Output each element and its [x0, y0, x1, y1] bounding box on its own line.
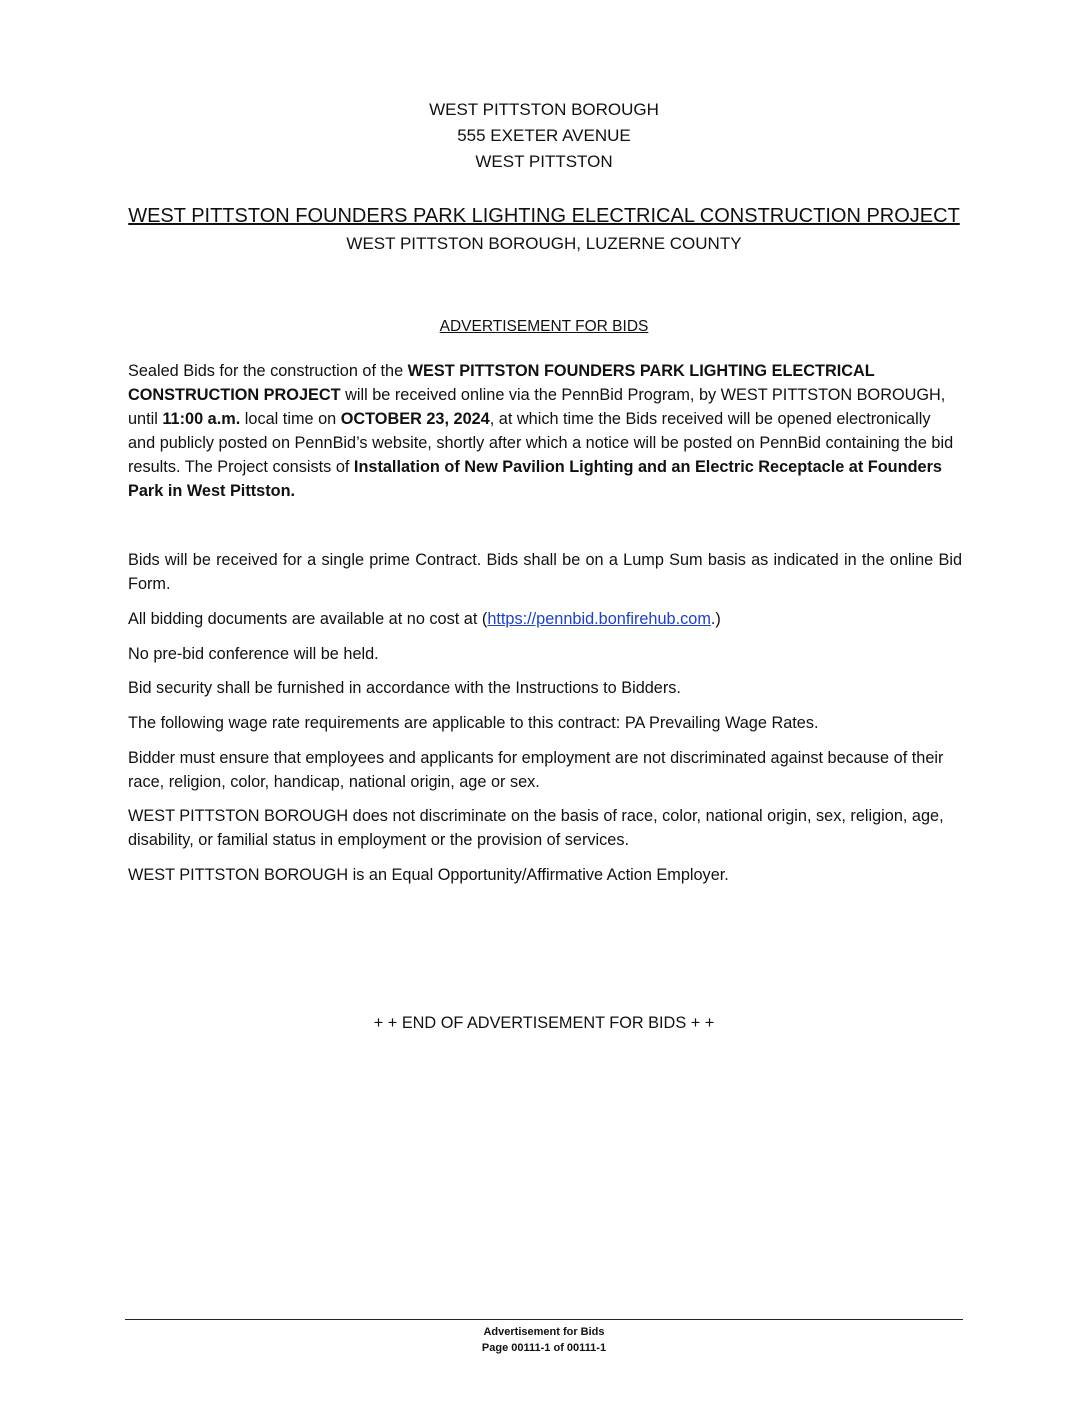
footer-page-number: Page 00111-1 of 00111-1 — [481, 1342, 607, 1354]
bid-security-paragraph: Bid security shall be furnished in accordance with the Instructions to Bidders. — [128, 679, 681, 697]
single-prime-paragraph: Bids will be received for a single prime Contract. Bids shall be on a Lump Sum basis as indicated in the online Bid Form. — [128, 551, 962, 593]
main-project-scope: Installation of New Pavilion Lighting and an Electric Receptacle at Founders Park in West Pittston. — [128, 458, 942, 500]
main-text-3: local time on — [240, 410, 341, 428]
footer-title: Advertisement for Bids — [483, 1326, 605, 1338]
letterhead — [0, 97, 1088, 175]
non-discrimination-paragraph: WEST PITTSTON BOROUGH does not discriminate on the basis of race, color, national origin, sex, religion, age, disability, or familial status in employment or the provision of services. — [128, 807, 944, 849]
end-of-advertisement: + + END OF ADVERTISEMENT FOR BIDS + + — [373, 1014, 715, 1032]
organization-name: WEST PITTSTON BOROUGH — [429, 100, 659, 119]
bidder-ensure-paragraph: Bidder must ensure that employees and applicants for employment are not discriminated against because of their race, religion, color, handicap, national origin, age or sex. — [128, 749, 944, 791]
main-text-4: , at which time the Bids received will be opened electronically and publicly posted on PennBid’s website, shortly after which a notice will be posted on PennBid containing the bid results. The Project consists of — [128, 410, 954, 476]
main-time: 11:00 a.m. — [162, 410, 241, 428]
footer-divider — [125, 1319, 963, 1320]
wage-rate-paragraph: The following wage rate requirements are applicable to this contract: PA Prevailing Wage Rates. — [128, 714, 819, 732]
advertisement-heading: ADVERTISEMENT FOR BIDS — [439, 318, 649, 335]
organization-street: 555 EXETER AVENUE — [457, 126, 631, 145]
main-text-2: will be received online via the PennBid Program, by WEST PITTSTON BOROUGH, until — [128, 386, 946, 428]
page-footer — [0, 1324, 1088, 1356]
organization-city: WEST PITTSTON — [475, 152, 613, 171]
main-project-name: WEST PITTSTON FOUNDERS PARK LIGHTING ELECTRICAL CONSTRUCTION PROJECT — [128, 362, 875, 404]
main-text-1: Sealed Bids for the construction of the — [128, 362, 408, 380]
no-conference-paragraph: No pre-bid conference will be held. — [128, 645, 379, 663]
documents-suffix: .) — [710, 610, 721, 628]
pennbid-link[interactable]: https://pennbid.bonfirehub.com — [487, 610, 711, 628]
main-date: OCTOBER 23, 2024 — [340, 410, 490, 428]
documents-paragraph — [128, 607, 962, 631]
project-subtitle: WEST PITTSTON BOROUGH, LUZERNE COUNTY — [346, 234, 742, 253]
project-title: WEST PITTSTON FOUNDERS PARK LIGHTING ELECTRICAL CONSTRUCTION PROJECT — [128, 205, 960, 227]
equal-opportunity-paragraph: WEST PITTSTON BOROUGH is an Equal Opportunity/Affirmative Action Employer. — [128, 866, 729, 884]
main-paragraph — [128, 359, 962, 503]
documents-prefix: All bidding documents are available at no cost at ( — [128, 610, 488, 628]
